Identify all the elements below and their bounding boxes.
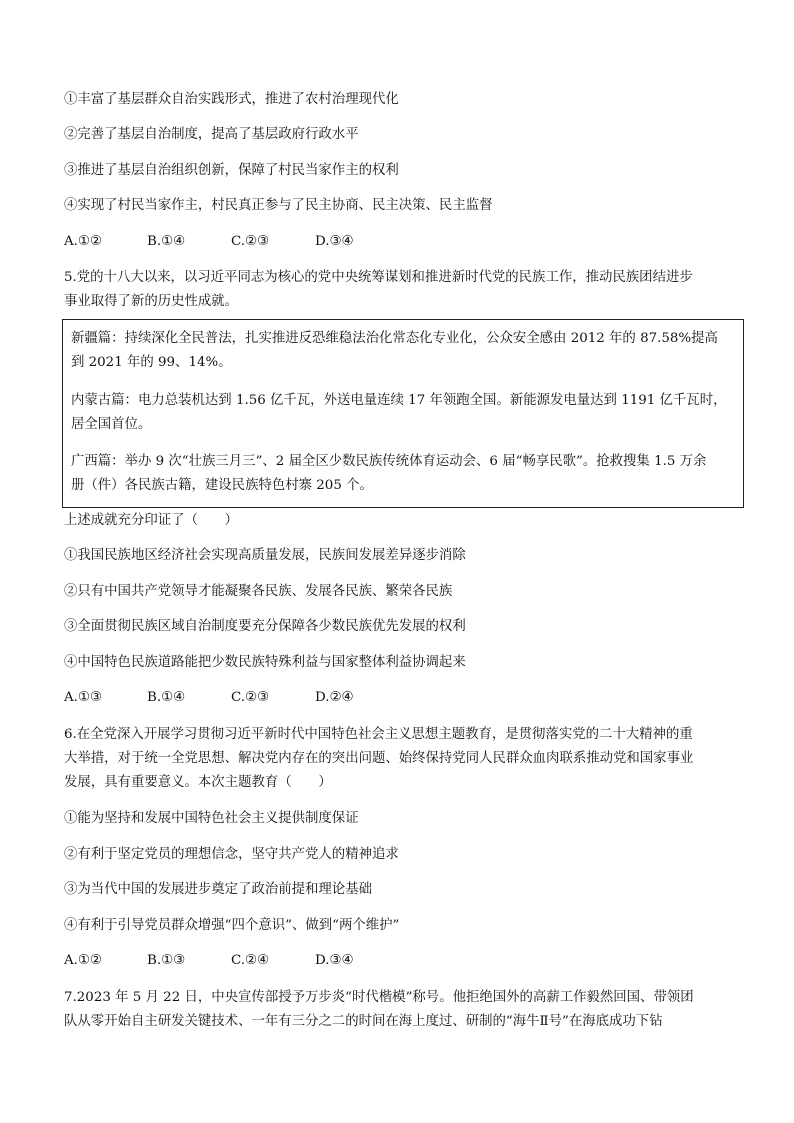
q6-stem-line-1: 6.在全党深入开展学习贯彻习近平新时代中国特色社会主义思想主题教育，是贯彻落实党的二十大精神的重 bbox=[64, 727, 693, 742]
q6-item-1: ①能为坚持和发展中国特色社会主义提供制度保证 bbox=[64, 811, 359, 826]
q4-item-2: ②完善了基层自治制度，提高了基层政府行政水平 bbox=[64, 127, 359, 142]
q5-box-line-6: 册（件）各民族古籍，建设民族特色村寨 205 个。 bbox=[71, 478, 373, 493]
q4-options bbox=[64, 232, 354, 252]
q4-item-3: ③推进了基层自治组织创新，保障了村民当家作主的权利 bbox=[64, 163, 399, 178]
q5-box-line-2: 到 2021 年的 99、14%。 bbox=[71, 355, 232, 370]
q5-box-line-4: 居全国首位。 bbox=[71, 417, 152, 432]
q7-stem-line-2: 队从零开始自主研发关键技术、一年有三分之二的时间在海上度过、研制的“海牛Ⅱ号”在海底成功下钻 bbox=[64, 1014, 663, 1029]
q6-item-4: ④有利于引导党员群众增强“四个意识”、做到“两个维护” bbox=[64, 918, 400, 933]
q6-item-2: ②有利于坚定党员的理想信念，坚守共产党人的精神追求 bbox=[64, 847, 399, 862]
q5-option-b: B.①④ bbox=[147, 690, 186, 705]
q4-option-d: D.③④ bbox=[315, 234, 354, 249]
q5-option-c: C.②③ bbox=[231, 690, 270, 705]
q4-option-b: B.①④ bbox=[147, 234, 186, 249]
q5-options bbox=[64, 688, 354, 708]
q4-option-c: C.②③ bbox=[231, 234, 270, 249]
q6-option-d: D.③④ bbox=[315, 953, 354, 968]
q5-box-line-1: 新疆篇：持续深化全民普法，扎实推进反恐维稳法治化常态化专业化，公众安全感由 2012 年的 87.58%提高 bbox=[71, 331, 718, 346]
q5-material-box bbox=[62, 319, 744, 508]
q4-item-4: ④实现了村民当家作主，村民真正参与了民主协商、民主决策、民主监督 bbox=[64, 198, 493, 213]
q6-options bbox=[64, 951, 354, 971]
q6-option-b: B.①③ bbox=[147, 953, 186, 968]
q6-stem-line-2: 大举措，对于统一全党思想、解决党内存在的突出问题、始终保持党同人民群众血肉联系推动党和国家事业 bbox=[64, 751, 694, 766]
q5-item-4: ④中国特色民族道路能把少数民族特殊利益与国家整体利益协调起来 bbox=[64, 655, 466, 670]
q5-stem-line-2: 事业取得了新的历史性成就。 bbox=[64, 294, 239, 309]
q7-stem-line-1: 7.2023 年 5 月 22 日，中央宣传部授予万步炎“时代楷模”称号。他拒绝国外的高薪工作毅然回国、带领团 bbox=[64, 990, 694, 1005]
q5-box-line-3: 内蒙古篇：电力总装机达到 1.56 亿千瓦，外送电量连续 17 年领跑全国。新能源发电量达到 1191 亿千瓦时， bbox=[71, 393, 727, 408]
q5-option-a: A.①③ bbox=[64, 690, 102, 705]
q6-option-c: C.②④ bbox=[231, 953, 270, 968]
q6-stem-line-3: 发展，具有重要意义。本次主题教育（ ） bbox=[64, 775, 332, 790]
q5-stem-line-1: 5.党的十八大以来，以习近平同志为核心的党中央统筹谋划和推进新时代党的民族工作，推动民族团结进步 bbox=[64, 270, 693, 285]
q5-box-line-5: 广西篇：举办 9 次“壮族三月三”、2 届全区少数民族传统体育运动会、6 届“畅享民歌”。抢救搜集 1.5 万余 bbox=[71, 454, 707, 469]
q5-option-d: D.②④ bbox=[315, 690, 354, 705]
q5-item-3: ③全面贯彻民族区域自治制度要充分保障各少数民族优先发展的权利 bbox=[64, 619, 466, 634]
q4-item-1: ①丰富了基层群众自治实践形式，推进了农村治理现代化 bbox=[64, 92, 399, 107]
q5-item-1: ①我国民族地区经济社会实现高质量发展，民族间发展差异逐步消除 bbox=[64, 548, 466, 563]
q6-item-3: ③为当代中国的发展进步奠定了政治前提和理论基础 bbox=[64, 882, 372, 897]
q4-option-a: A.①② bbox=[64, 234, 102, 249]
q5-item-2: ②只有中国共产党领导才能凝聚各民族、发展各民族、繁荣各民族 bbox=[64, 584, 453, 599]
q5-question: 上述成就充分印证了（ ） bbox=[64, 513, 239, 528]
q6-option-a: A.①② bbox=[64, 953, 102, 968]
